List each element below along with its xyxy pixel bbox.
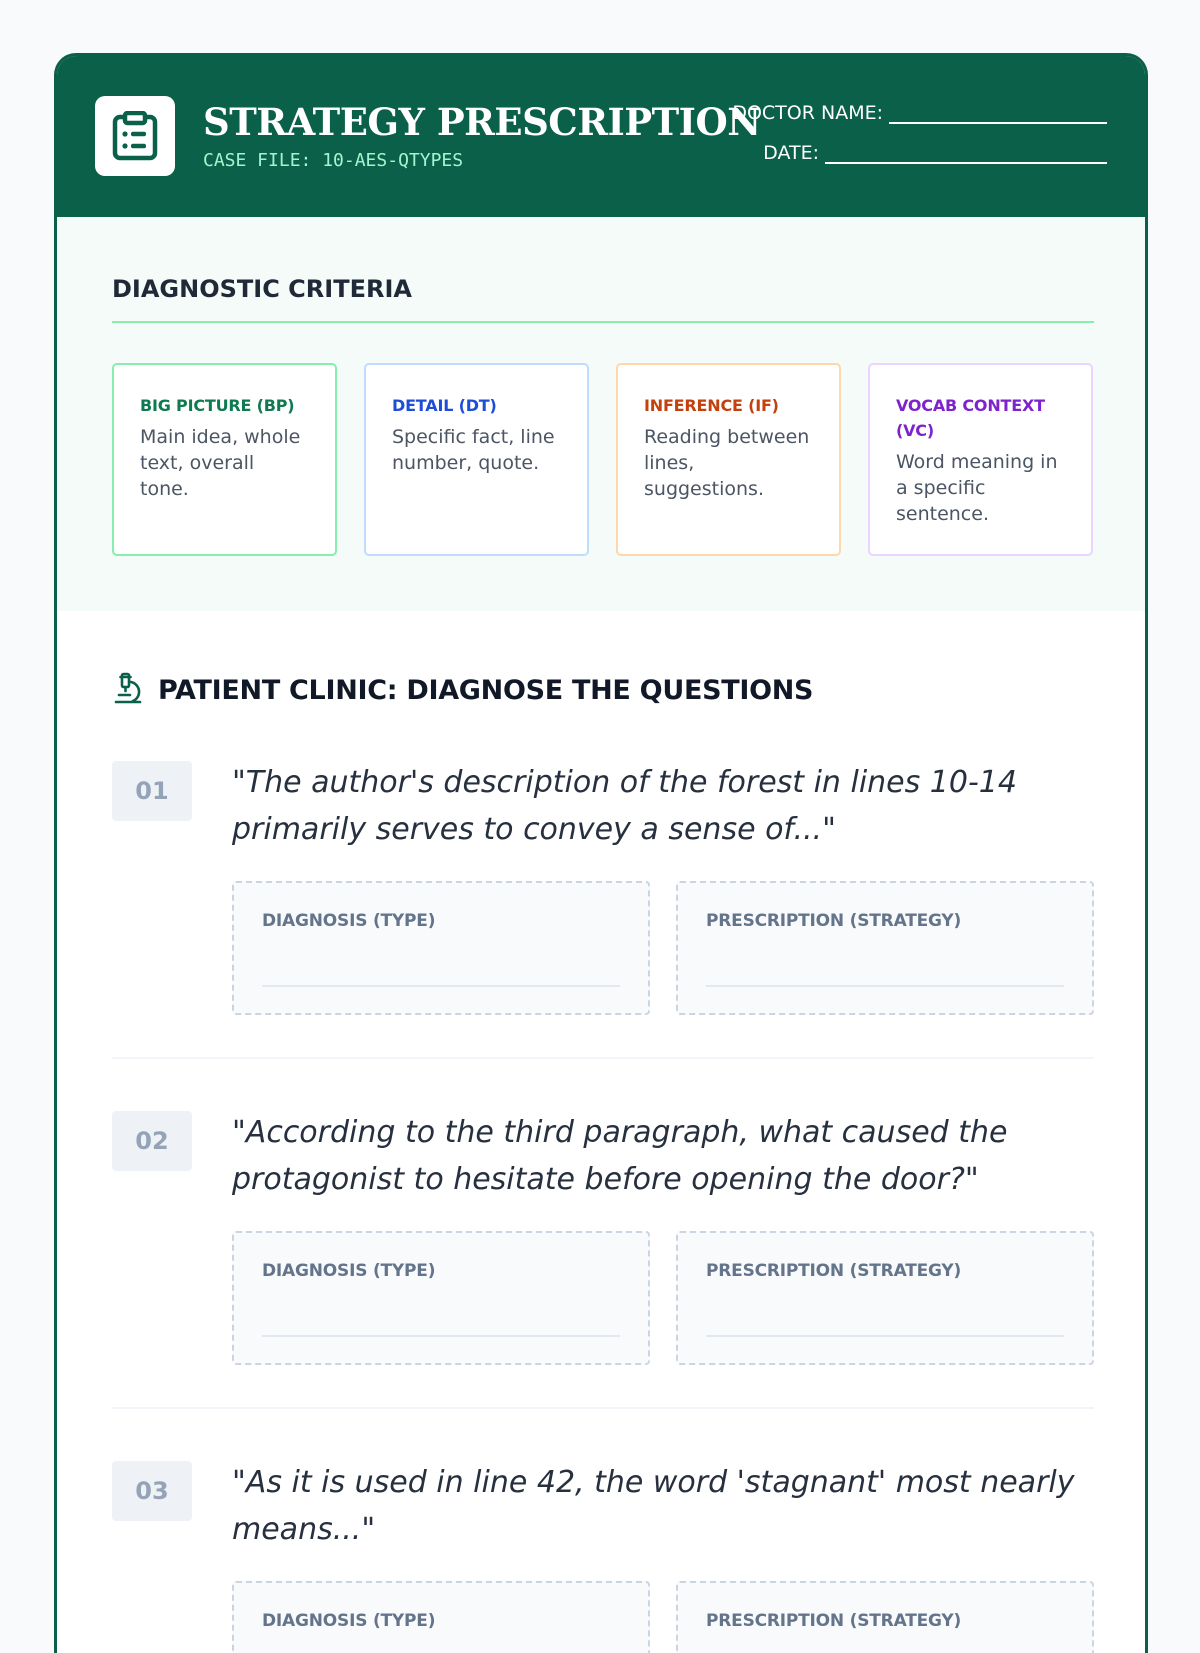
case-file-id: CASE FILE: 10-AES-QTYPES	[203, 150, 464, 171]
doctor-name-line[interactable]	[889, 103, 1107, 124]
criteria-title: DIAGNOSTIC CRITERIA	[112, 275, 412, 303]
question-text: "The author's description of the forest in lines 10-14 primarily serves to convey a sense of..."	[232, 765, 1017, 847]
criteria-desc: Main idea, whole text, overall tone.	[140, 426, 301, 500]
diagnosis-label: DIAGNOSIS (TYPE)	[262, 1611, 436, 1631]
criteria-name: DETAIL (DT)	[392, 396, 497, 415]
date-field[interactable]	[763, 142, 1107, 164]
prescription-box[interactable]	[676, 1581, 1094, 1653]
criteria-card-big-picture	[112, 363, 337, 556]
prescription-answer-line[interactable]	[706, 985, 1064, 987]
criteria-card-inference	[616, 363, 841, 556]
criteria-card-detail	[364, 363, 589, 556]
prescription-box[interactable]	[676, 1231, 1094, 1365]
diagnostic-criteria-section	[57, 217, 1145, 611]
question-text: "As it is used in line 42, the word 'stagnant' most nearly means..."	[232, 1465, 1075, 1547]
diagnosis-box[interactable]	[232, 881, 650, 1015]
criteria-name: INFERENCE (IF)	[644, 396, 779, 415]
criteria-name: BIG PICTURE (BP)	[140, 396, 295, 415]
criteria-desc: Word meaning in a specific sentence.	[896, 451, 1058, 525]
diagnosis-box[interactable]	[232, 1581, 650, 1653]
header	[57, 56, 1145, 217]
prescription-label: PRESCRIPTION (STRATEGY)	[706, 1611, 962, 1631]
criteria-name: VOCAB CONTEXT (VC)	[896, 396, 1045, 440]
question-divider	[112, 1057, 1094, 1059]
question-divider	[112, 1407, 1094, 1409]
criteria-desc: Specific fact, line number, quote.	[392, 426, 555, 474]
page-title: STRATEGY PRESCRIPTION	[203, 100, 761, 144]
criteria-card-vocab-context	[868, 363, 1093, 556]
criteria-desc: Reading between lines, suggestions.	[644, 426, 810, 500]
date-line[interactable]	[825, 143, 1107, 164]
question-number: 03	[112, 1461, 192, 1521]
question-text: "According to the third paragraph, what caused the protagonist to hesitate before opening the door?"	[232, 1115, 1008, 1197]
diagnosis-box[interactable]	[232, 1231, 650, 1365]
diagnosis-label: DIAGNOSIS (TYPE)	[262, 1261, 436, 1281]
diagnosis-answer-line[interactable]	[262, 1335, 620, 1337]
prescription-sheet	[54, 53, 1148, 1653]
date-label: DATE:	[763, 142, 819, 164]
clipboard-icon	[95, 96, 175, 176]
question-number: 01	[112, 761, 192, 821]
prescription-label: PRESCRIPTION (STRATEGY)	[706, 1261, 962, 1281]
doctor-name-field[interactable]	[732, 102, 1107, 124]
diagnosis-answer-line[interactable]	[262, 985, 620, 987]
clinic-heading	[112, 671, 813, 709]
microscope-icon	[112, 671, 144, 709]
prescription-answer-line[interactable]	[706, 1335, 1064, 1337]
criteria-divider	[112, 321, 1094, 323]
prescription-label: PRESCRIPTION (STRATEGY)	[706, 911, 962, 931]
question-number: 02	[112, 1111, 192, 1171]
diagnosis-label: DIAGNOSIS (TYPE)	[262, 911, 436, 931]
clinic-title: PATIENT CLINIC: DIAGNOSE THE QUESTIONS	[158, 674, 814, 706]
doctor-name-label: DOCTOR NAME:	[732, 102, 883, 124]
prescription-box[interactable]	[676, 881, 1094, 1015]
